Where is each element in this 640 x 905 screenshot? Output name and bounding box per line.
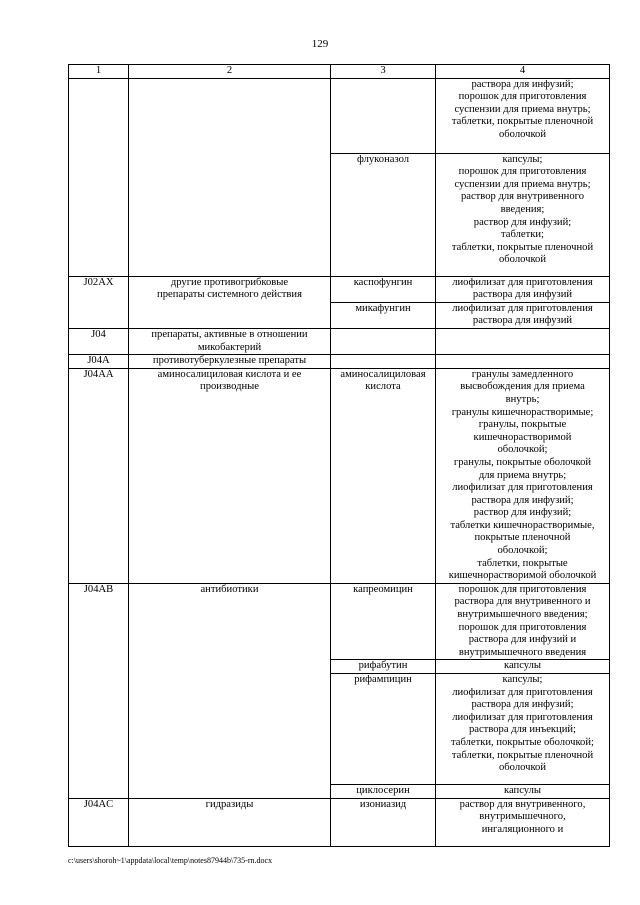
cell-text-line: микобактерий (197, 341, 262, 353)
cell-col-2 (129, 276, 331, 328)
cell-text-line: таблетки, покрытые оболочкой; (451, 736, 594, 748)
cell-text-line: капсулы (503, 660, 541, 672)
cell-col-2 (129, 328, 331, 354)
cell-text-line: кишечнорастворимой оболочкой (448, 570, 597, 582)
cell-text-line: лиофилизат для приготовления (452, 482, 593, 494)
cell-text-line: порошок для приготовления (458, 91, 587, 103)
cell-text-line: таблетки, покрытые (477, 557, 568, 569)
cell-text-line: гидразиды (205, 798, 254, 810)
cell-text-line: таблетки, покрытые пленочной (451, 749, 594, 761)
cell-col-4 (436, 660, 610, 674)
cell-col-3 (331, 302, 436, 328)
table-row (69, 276, 610, 302)
table-header-row (69, 65, 610, 79)
header-cell-1: 1 (69, 65, 129, 79)
cell-text-line: порошок для приготовления (458, 621, 587, 633)
cell-col-2 (129, 583, 331, 798)
cell-col-3 (331, 798, 436, 846)
cell-col-1 (69, 78, 129, 276)
cell-text-line: раствора для инфузий (472, 315, 573, 327)
cell-text-line: раствора для внутривенного и (454, 596, 591, 608)
cell-text-line: лиофилизат для приготовления (452, 276, 593, 288)
cell-col-3 (331, 674, 436, 785)
cell-text-line: антибиотики (200, 583, 259, 595)
cell-text-line: лиофилизат для приготовления (452, 686, 593, 698)
cell-text-line: внутримышечного введения; (457, 609, 588, 621)
cell-col-3 (331, 583, 436, 660)
cell-text-line: аминосалициловая (340, 368, 426, 380)
cell-text-line: гранулы, покрытые оболочкой (453, 456, 592, 468)
cell-text-line: оболочкой; (497, 545, 548, 557)
cell-col-3 (331, 660, 436, 674)
table-row (69, 368, 610, 583)
cell-text-line: рифампицин (354, 674, 412, 685)
file-path-footer: c:\users\shoroh~1\appdata\local\temp\notes87944b\735-rn.docx (68, 856, 273, 865)
cell-text-line: циклосерин (356, 785, 410, 796)
cell-text-line: оболочкой (498, 254, 547, 266)
cell-text-line: другие противогрибковые (170, 276, 289, 288)
cell-text-line: производные (200, 381, 259, 393)
header-cell-2: 2 (129, 65, 331, 79)
drug-table (68, 64, 610, 847)
cell-col-3 (331, 153, 436, 276)
page-number: 129 (311, 38, 329, 50)
cell-text-line: кишечнорастворимой (473, 431, 572, 443)
cell-col-1: J04AB (69, 583, 129, 798)
cell-text-line: покрытые пленочной (474, 532, 571, 544)
cell-col-1: J04AA (69, 368, 129, 583)
cell-text-line: раствор для внутривенного, (459, 798, 586, 810)
cell-text-line: раствор для внутривенного (460, 191, 585, 203)
cell-col-4 (436, 785, 610, 799)
table-row (69, 328, 610, 354)
cell-col-1: J04A (69, 355, 129, 369)
cell-col-3 (331, 276, 436, 302)
cell-text-line: гранулы замедленного (471, 368, 574, 380)
cell-text-line: оболочкой (498, 128, 547, 140)
cell-text-line: суспензии для приема внутрь; (454, 178, 591, 190)
cell-text-line: раствора для инфузий; (471, 699, 574, 711)
cell-text-line: таблетки кишечнорастворимые, (450, 519, 595, 531)
header-cell-3: 3 (331, 65, 436, 79)
cell-text-line: изониазид (359, 798, 407, 810)
cell-text-line: раствора для инфузий; (471, 78, 574, 90)
cell-text-line: аминосалициловая кислота и ее (157, 368, 302, 380)
cell-text-line: таблетки; (501, 229, 544, 241)
cell-text-line: ингаляционного и (481, 823, 564, 835)
cell-col-3 (331, 355, 436, 369)
cell-text-line: рифабутин (358, 660, 408, 672)
cell-text-line: капсулы; (502, 153, 543, 165)
cell-col-2 (129, 355, 331, 369)
cell-col-4 (436, 355, 610, 369)
cell-text-line: микафунгин (355, 302, 411, 314)
cell-text-line: лиофилизат для приготовления (452, 711, 593, 723)
cell-text-line: внутримышечного введения (458, 646, 587, 658)
cell-col-4 (436, 368, 610, 583)
cell-text-line: гранулы кишечнорастворимые; (451, 406, 594, 418)
cell-text-line: раствора для инфузий и (468, 634, 577, 646)
cell-text-line: введения; (500, 203, 545, 215)
cell-text-line: для приема внутрь; (478, 469, 567, 481)
cell-text-line: раствора для инъекций; (468, 724, 577, 736)
cell-text-line: оболочкой (498, 762, 547, 774)
cell-text-line: внутримышечного, (479, 811, 566, 823)
cell-col-4 (436, 153, 610, 276)
cell-col-4 (436, 276, 610, 302)
cell-col-3 (331, 328, 436, 354)
cell-text-line: таблетки, покрытые пленочной (451, 116, 594, 128)
cell-text-line: каспофунгин (353, 276, 413, 288)
cell-text-line: препараты системного действия (157, 289, 302, 301)
table-row (69, 798, 610, 846)
cell-col-1: J02AX (69, 276, 129, 328)
cell-col-3 (331, 368, 436, 583)
cell-text-line: капреомицин (353, 583, 413, 595)
cell-col-1: J04 (69, 328, 129, 354)
cell-text-line: таблетки, покрытые пленочной (451, 241, 594, 253)
cell-text-line: кислота (365, 381, 401, 393)
cell-text-line: флуконазол (356, 153, 410, 165)
cell-text-line: суспензии для приема внутрь; (454, 103, 591, 115)
cell-col-4 (436, 674, 610, 785)
header-cell-4: 4 (436, 65, 610, 79)
cell-text-line: препараты, активные в отношении (151, 328, 308, 340)
cell-col-2 (129, 368, 331, 583)
table-row (69, 355, 610, 369)
cell-text-line: высвобождения для приема (460, 381, 585, 393)
cell-text-line: противотуберкулезные препараты (152, 355, 307, 367)
cell-col-3 (331, 78, 436, 153)
cell-col-1: J04AC (69, 798, 129, 846)
cell-text-line: оболочкой; (497, 444, 548, 456)
cell-text-line: раствор для инфузий; (473, 507, 572, 519)
table-body (69, 78, 610, 846)
cell-text-line: раствора для инфузий (472, 289, 573, 301)
cell-col-2 (129, 798, 331, 846)
cell-text-line: капсулы; (502, 674, 543, 685)
cell-text-line: капсулы (503, 785, 541, 796)
cell-text-line: внутрь; (505, 393, 540, 405)
cell-col-4 (436, 78, 610, 153)
cell-text-line: раствор для инфузий; (473, 216, 572, 228)
cell-text-line: лиофилизат для приготовления (452, 302, 593, 314)
cell-col-4 (436, 583, 610, 660)
cell-text-line: порошок для приготовления (458, 166, 587, 178)
cell-text-line: гранулы, покрытые (478, 419, 567, 431)
table-row (69, 583, 610, 660)
cell-col-3 (331, 785, 436, 799)
table-row (69, 78, 610, 153)
cell-col-4 (436, 798, 610, 846)
cell-text-line: раствора для инфузий; (471, 494, 574, 506)
cell-col-4 (436, 328, 610, 354)
cell-col-4 (436, 302, 610, 328)
cell-col-2 (129, 78, 331, 276)
cell-text-line: порошок для приготовления (458, 583, 587, 595)
